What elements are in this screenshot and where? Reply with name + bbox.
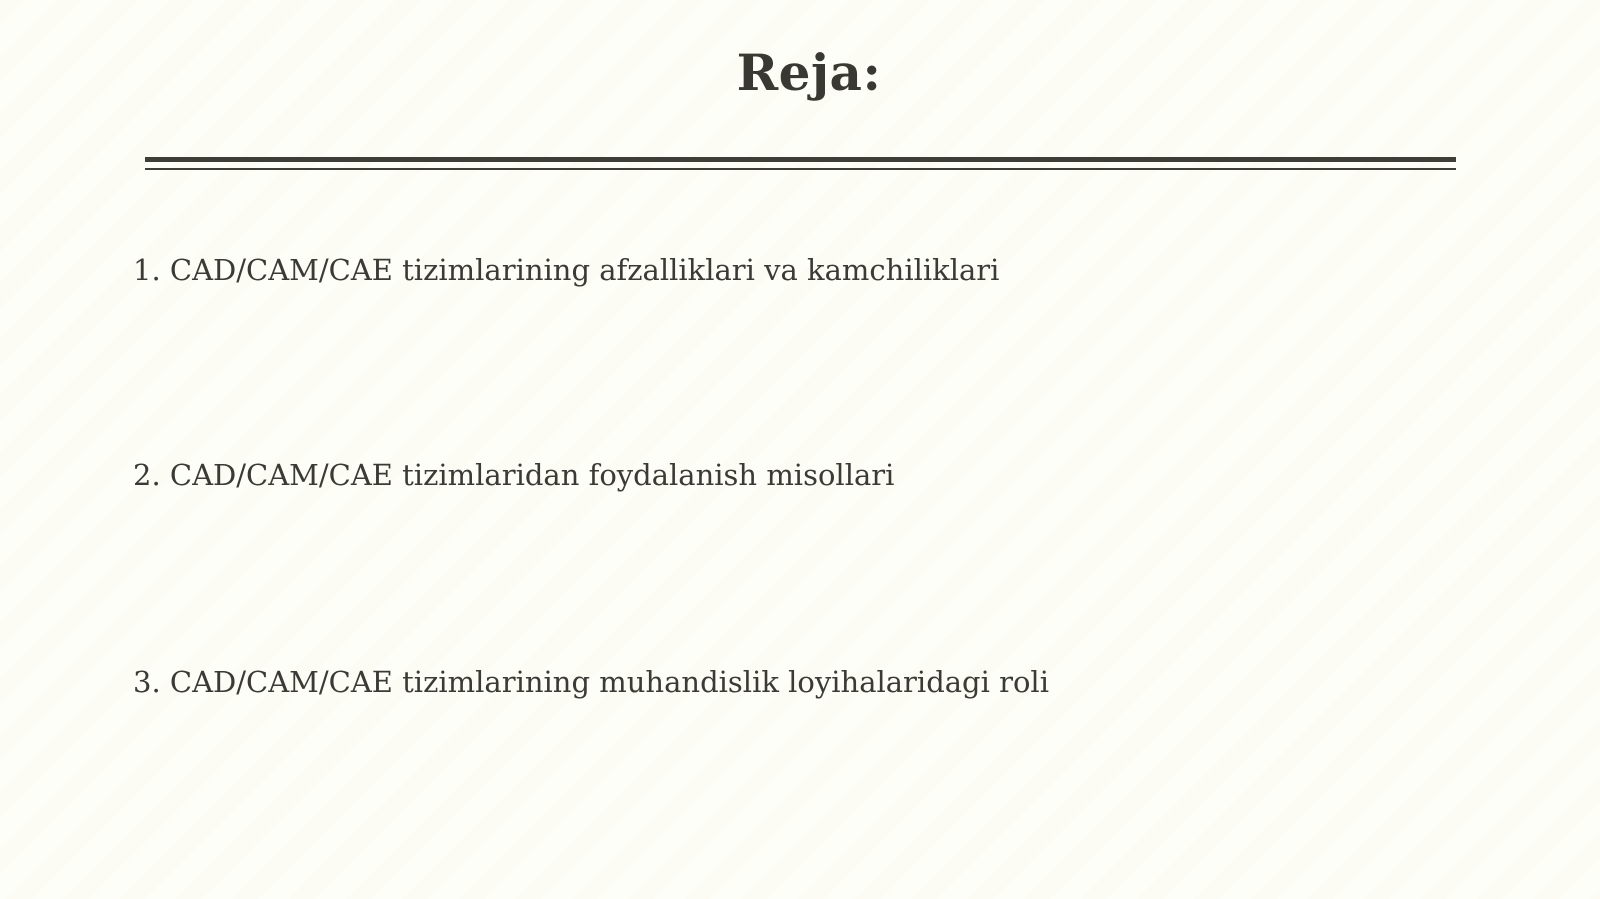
agenda-item-1: 1. CAD/CAM/CAE tizimlarining afzalliklari va kamchiliklari: [133, 253, 1000, 287]
title-divider-thick: [145, 157, 1456, 162]
title-divider-thin: [145, 168, 1456, 170]
agenda-item-2: 2. CAD/CAM/CAE tizimlaridan foydalanish misollari: [133, 458, 895, 492]
agenda-item-3: 3. CAD/CAM/CAE tizimlarining muhandislik loyihalaridagi roli: [133, 665, 1049, 699]
slide-title: Reja:: [736, 43, 882, 102]
